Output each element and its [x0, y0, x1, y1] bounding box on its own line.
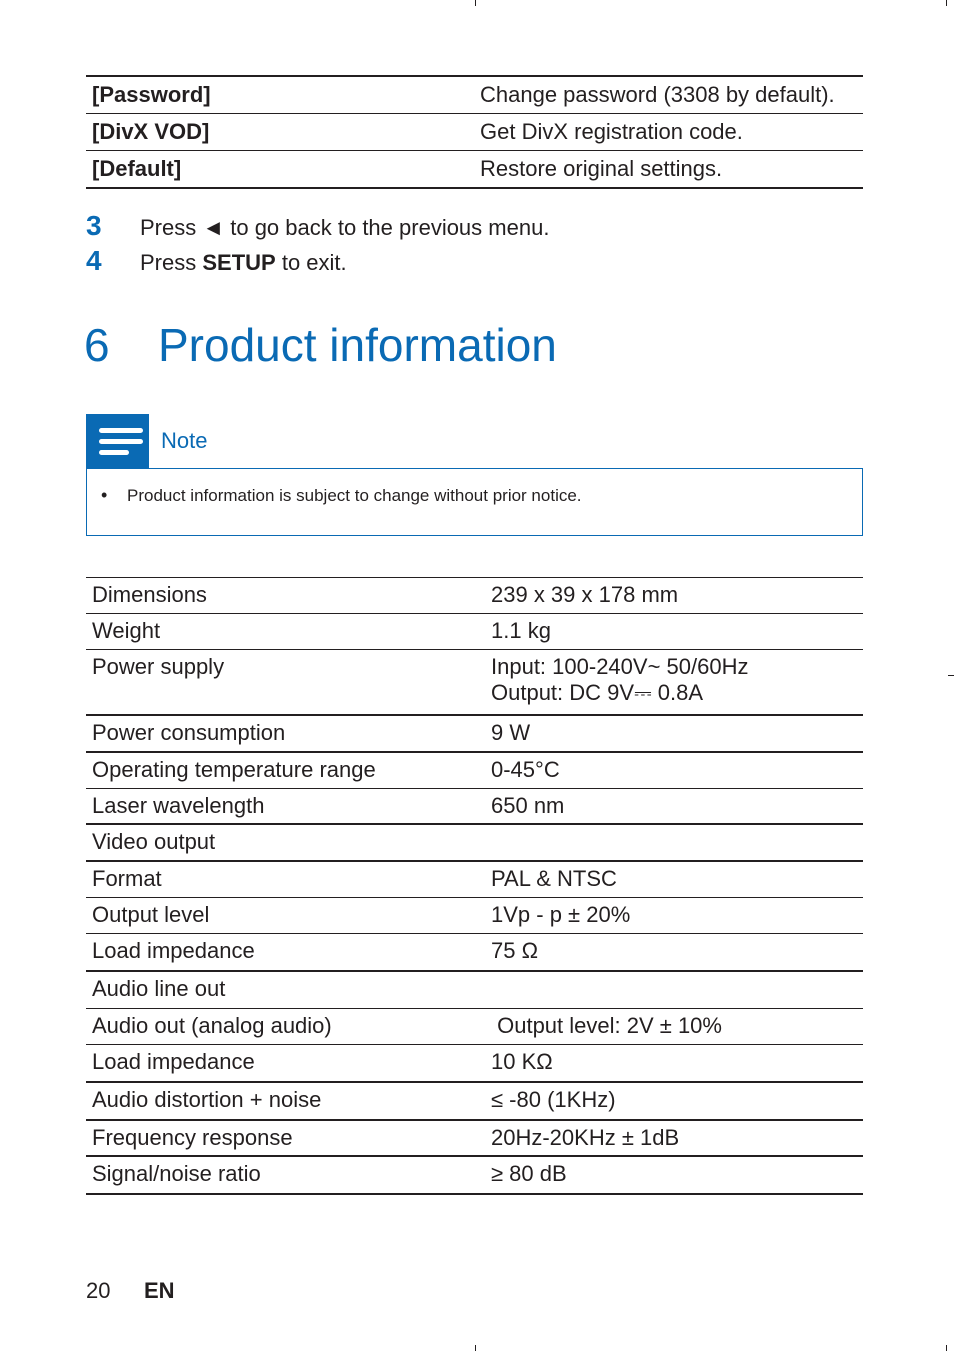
step-item: [86, 245, 863, 280]
settings-key: [DivX VOD]: [92, 119, 210, 144]
spec-value-line: 10 KΩ: [491, 1049, 553, 1074]
spec-key: Frequency response: [92, 1125, 293, 1150]
section-heading: [84, 318, 557, 372]
spec-value: [491, 618, 863, 649]
spec-key: Format: [92, 866, 162, 891]
spec-value: [491, 1125, 863, 1155]
spec-value: [491, 1087, 863, 1119]
step-number: 4: [86, 245, 102, 276]
spec-row: [86, 1157, 863, 1195]
page-number: 20: [86, 1278, 111, 1303]
spec-value: [491, 829, 863, 860]
crop-mark: [475, 0, 476, 6]
step-text: [140, 250, 347, 276]
spec-value-line: 75 Ω: [491, 938, 539, 963]
step-text-part: Press: [140, 250, 203, 275]
step-number: 3: [86, 210, 102, 241]
note-box: [86, 468, 863, 536]
spec-key: Load impedance: [92, 938, 255, 963]
step-text-part: Press ◄ to go back to the previous menu.: [140, 215, 550, 240]
settings-row: [86, 114, 863, 151]
specs-table: [86, 577, 863, 1195]
crop-mark: [948, 675, 954, 676]
step-text-bold: SETUP: [202, 250, 276, 275]
steps-list: [86, 210, 863, 280]
bullet-icon: •: [101, 485, 108, 505]
language-code: EN: [144, 1278, 175, 1303]
settings-table: [86, 75, 863, 189]
spec-row: [86, 1045, 863, 1083]
spec-row: [86, 753, 863, 789]
spec-key: Signal/noise ratio: [92, 1161, 261, 1186]
note-text: Product information is subject to change without prior notice.: [127, 486, 582, 505]
spec-key: Operating temperature range: [92, 757, 376, 782]
spec-value: [491, 654, 863, 714]
spec-row: [86, 716, 863, 753]
settings-row: [86, 151, 863, 189]
spec-value: [491, 582, 863, 613]
spec-key: Power consumption: [92, 720, 286, 745]
settings-row: [86, 77, 863, 114]
settings-value: Get DivX registration code.: [480, 119, 743, 144]
spec-key: Video output: [92, 829, 216, 854]
page-footer: [86, 1278, 175, 1304]
settings-key: [Default]: [92, 156, 182, 181]
spec-key: Audio distortion + noise: [92, 1087, 322, 1112]
spec-value-line: 20Hz-20KHz ± 1dB: [491, 1125, 680, 1150]
spec-value-line: 1.1 kg: [491, 618, 551, 643]
spec-value-line: PAL & NTSC: [491, 866, 617, 891]
note-label: Note: [161, 428, 208, 453]
spec-value: [491, 1161, 863, 1193]
spec-value-line: Output: DC 9V⎓ 0.8A: [491, 680, 703, 705]
spec-key: Power supply: [92, 654, 225, 679]
spec-key: Laser wavelength: [92, 793, 265, 818]
spec-row: [86, 972, 863, 1009]
spec-key: Audio line out: [92, 976, 226, 1001]
spec-value: [491, 720, 863, 751]
section-title: Product information: [158, 319, 557, 371]
settings-key: [Password]: [92, 82, 211, 107]
spec-key: Output level: [92, 902, 210, 927]
spec-value-line: 1Vp - p ± 20%: [491, 902, 631, 927]
note-icon: [86, 414, 149, 468]
spec-row: [86, 650, 863, 716]
section-number: 6: [84, 319, 110, 371]
spec-value-line: ≤ -80 (1KHz): [491, 1087, 616, 1112]
spec-value-line: 9 W: [491, 720, 531, 745]
step-text: [140, 215, 549, 241]
spec-row: [86, 898, 863, 934]
crop-mark: [475, 1345, 476, 1351]
spec-value: [491, 1013, 863, 1044]
spec-row: [86, 825, 863, 862]
spec-value-line: 0-45°C: [491, 757, 560, 782]
settings-value: Change password (3308 by default).: [480, 82, 835, 107]
spec-row: [86, 934, 863, 972]
spec-value: [491, 902, 863, 933]
spec-row: [86, 789, 863, 825]
spec-row: [86, 578, 863, 614]
spec-row: [86, 614, 863, 650]
spec-key: Load impedance: [92, 1049, 255, 1074]
crop-mark: [946, 0, 947, 6]
spec-row: [86, 862, 863, 898]
spec-value: [491, 757, 863, 788]
spec-value: [491, 976, 863, 1008]
spec-value: [491, 866, 863, 897]
spec-value: [491, 938, 863, 970]
spec-row: [86, 1121, 863, 1157]
spec-key: Dimensions: [92, 582, 207, 607]
spec-value: [491, 1049, 863, 1081]
crop-mark: [946, 1345, 947, 1351]
spec-key: Weight: [92, 618, 161, 643]
spec-value: [491, 793, 863, 823]
note-item: [101, 485, 582, 506]
step-item: [86, 210, 863, 245]
settings-value: Restore original settings.: [480, 156, 723, 181]
spec-value-line: ≥ 80 dB: [491, 1161, 567, 1186]
spec-key: Audio out (analog audio): [92, 1013, 332, 1038]
spec-row: [86, 1083, 863, 1121]
spec-value-line: 239 x 39 x 178 mm: [491, 582, 679, 607]
spec-row: [86, 1009, 863, 1045]
spec-value-line: Output level: 2V ± 10%: [491, 1013, 722, 1038]
spec-value-line: Input: 100-240V~ 50/60Hz: [491, 654, 749, 679]
step-text-part: to exit.: [275, 250, 347, 275]
spec-value-line: 650 nm: [491, 793, 565, 818]
